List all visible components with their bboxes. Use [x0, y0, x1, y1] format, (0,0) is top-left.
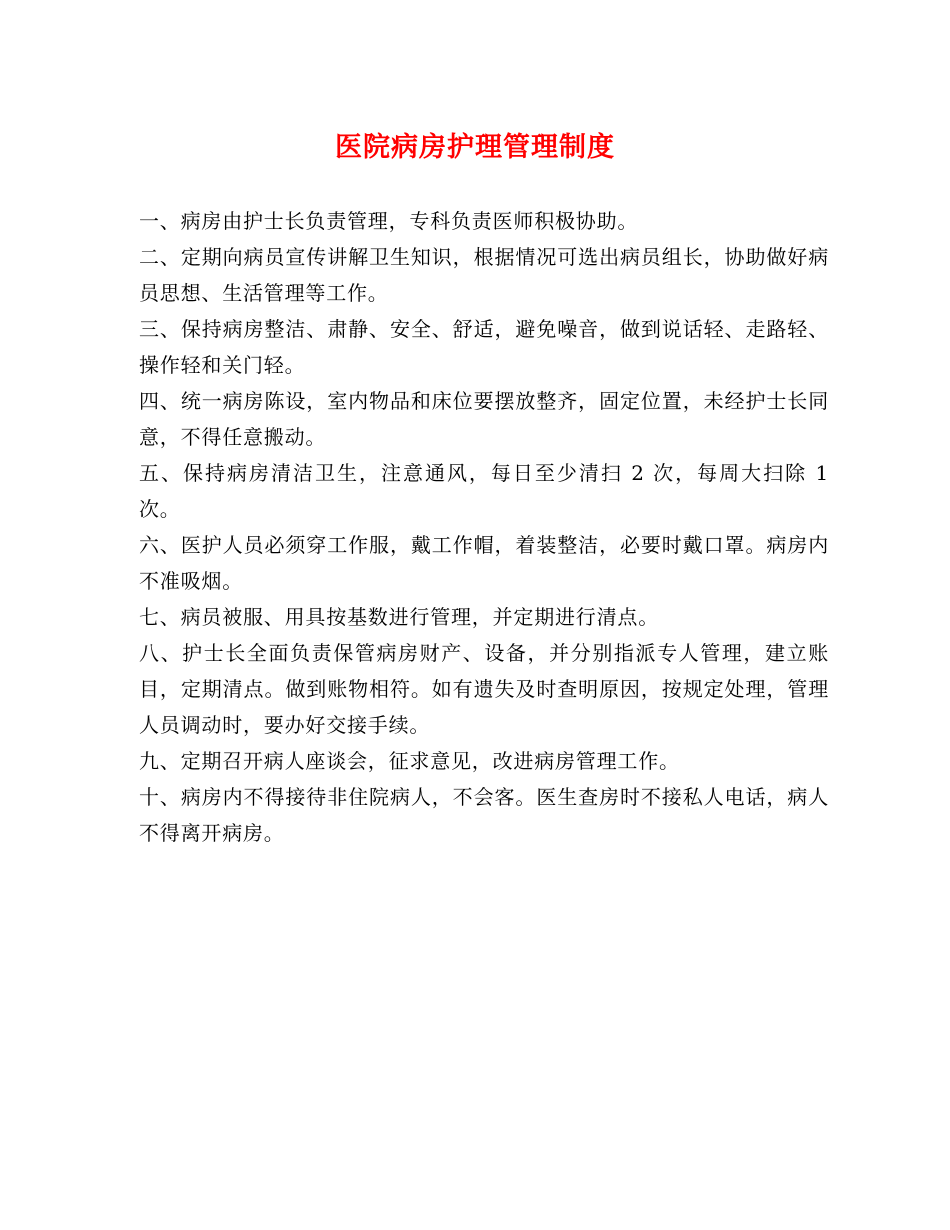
clause-5: 五、保持病房清洁卫生，注意通风，每日至少清扫 2 次，每周大扫除 1 次。: [139, 461, 829, 521]
clause-1: 一、病房由护士长负责管理，专科负责医师积极协助。: [139, 209, 639, 233]
clause-9: 九、定期召开病人座谈会，征求意见，改进病房管理工作。: [139, 749, 680, 773]
clause-6: 六、医护人员必须穿工作服，戴工作帽，着装整洁，必要时戴口罩。病房内不准吸烟。: [139, 533, 829, 593]
page-title: 医院病房护理管理制度: [335, 132, 615, 163]
clause-3: 三、保持病房整洁、肃静、安全、舒适，避免噪音，做到说话轻、走路轻、操作轻和关门轻。: [139, 317, 829, 377]
clause-8: 八、护士长全面负责保管病房财产、设备，并分别指派专人管理，建立账目，定期清点。做到账物相符。如有遗失及时查明原因，按规定处理，管理人员调动时，要办好交接手续。: [139, 641, 829, 737]
clause-2: 二、定期向病员宣传讲解卫生知识，根据情况可选出病员组长，协助做好病员思想、生活管理等工作。: [139, 245, 829, 305]
clause-4: 四、统一病房陈设，室内物品和床位要摆放整齐，固定位置，未经护士长同意，不得任意搬动。: [139, 389, 829, 449]
clause-7: 七、病员被服、用具按基数进行管理，并定期进行清点。: [139, 605, 659, 629]
document-body: [139, 203, 829, 851]
clause-10: 十、病房内不得接待非住院病人，不会客。医生查房时不接私人电话，病人不得离开病房。: [139, 785, 829, 845]
